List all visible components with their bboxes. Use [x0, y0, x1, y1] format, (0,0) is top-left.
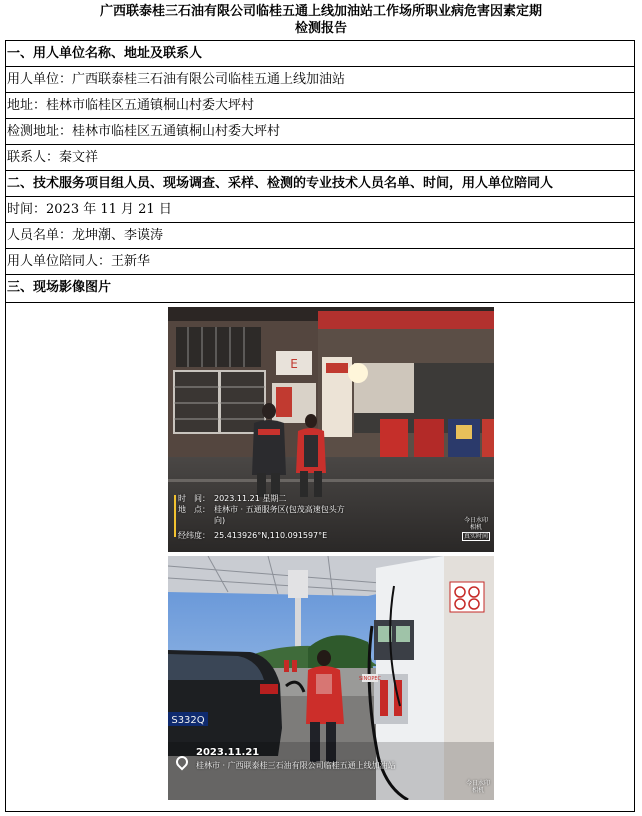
report-title [0, 3, 642, 37]
site-photo-staff [168, 307, 494, 552]
site-photo-pump [168, 556, 494, 800]
employer-row: 用人单位：广西联泰桂三石油有限公司临桂五通上线加油站 [6, 67, 634, 93]
photo1-place-value: 桂林市 · 五通服务区(包茂高速包头方向) [214, 505, 345, 525]
photo1-time-value: 2023.11.21 星期二 [214, 494, 287, 503]
address-row: 地址：桂林市临桂区五通镇桐山村委大坪村 [6, 93, 634, 119]
photo2-date: 2023.11.21 [196, 747, 260, 758]
section3-heading: 三、现场影像图片 [6, 275, 634, 303]
report-title-line2: 检测报告 [294, 21, 347, 36]
report-table [5, 40, 635, 812]
site-photos [6, 303, 634, 811]
photo2-watermark-line1: 今日水印 [465, 780, 490, 787]
report-title-line1: 广西联泰桂三石油有限公司临桂五通上线加油站工作场所职业病危害因素定期 [99, 4, 542, 19]
photo2-place: 桂林市 · 广西联泰桂三石油有限公司临桂五通上线加油站 [196, 761, 396, 770]
photo2-app-watermark [466, 780, 490, 794]
section1-heading: 一、用人单位名称、地址及联系人 [6, 41, 634, 67]
photo2-watermark-line2: 相机 [471, 787, 484, 794]
photo1-coord-value: 25.413926°N,110.091597°E [214, 531, 328, 540]
test-address-row: 检测地址：桂林市临桂区五通镇桐山村委大坪村 [6, 119, 634, 145]
photo1-app-watermark [462, 517, 490, 541]
time-row: 时间：2023 年 11 月 21 日 [6, 197, 634, 223]
pump-brand: SINOPEC [359, 676, 381, 682]
sign-letter: E [290, 357, 298, 371]
contact-row: 联系人：秦文祥 [6, 145, 634, 171]
photo1-watermark-badge: 真实时间 [463, 533, 488, 540]
accompany-row: 用人单位陪同人：王新华 [6, 249, 634, 275]
photo1-time-label: 时 间： [178, 494, 210, 503]
photo1-coord-label: 经纬度： [178, 531, 210, 540]
staff-row: 人员名单：龙坤潮、李谟涛 [6, 223, 634, 249]
photo1-watermark-line1: 今日水印 [463, 517, 488, 524]
car-plate: S332Q [171, 715, 205, 726]
photo2-watermark-info [196, 746, 426, 771]
section2-heading: 二、技术服务项目组人员、现场调查、采样、检测的专业技术人员名单、时间，用人单位陪同人 [6, 171, 634, 197]
photo1-accent-bar [174, 495, 176, 537]
photo1-watermark-line2: 相机 [469, 524, 482, 531]
photo1-place-label: 地 点： [178, 505, 210, 514]
photo1-watermark-info [178, 493, 378, 541]
